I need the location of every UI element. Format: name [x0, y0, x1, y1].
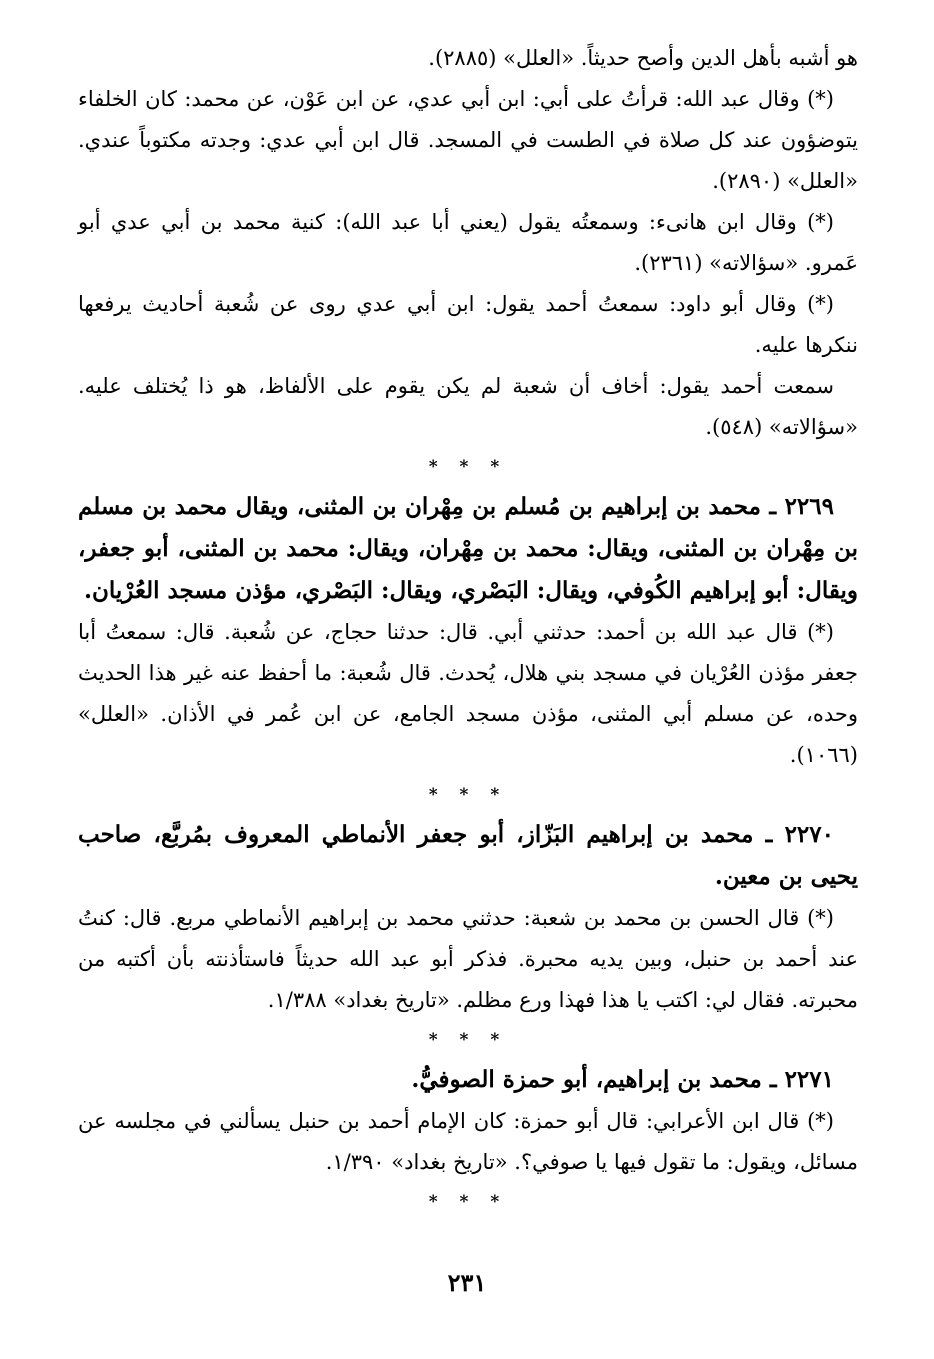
- section-separator: * * *: [428, 1192, 508, 1212]
- paragraph-narration: (*) وقال أبو داود: سمعتُ أحمد يقول: ابن أبي عدي روى عن شُعبة أحاديث يرفعها ننكرها عليه.: [78, 292, 858, 357]
- section-separator: * * *: [428, 785, 508, 805]
- entry-body-2270: (*) قال الحسن بن محمد بن شعبة: حدثني محمد بن إبراهيم الأنماطي مربع. قال: كنتُ عند أحمد بن حنبل، وبين يديه محبرة. فذكر أبو عبد الله حديثاً فاستأذنته بأن أكتبه من محبرته. فقال لي: اكتب يا هذا فهذا ورع مظلم. «تاريخ بغداد» ١/٣٨٨.: [78, 906, 858, 1012]
- entry-body-2271: (*) قال ابن الأعرابي: قال أبو حمزة: كان الإمام أحمد بن حنبل يسألني في مجلسه عن مسائل، ويقول: ما تقول فيها يا صوفي؟. «تاريخ بغداد» ١/٣٩٠.: [78, 1109, 858, 1174]
- paragraph-continuation: هو أشبه بأهل الدين وأصح حديثاً. «العلل» (٢٨٨٥).: [428, 46, 858, 70]
- entry-body-2269: (*) قال عبد الله بن أحمد: حدثني أبي. قال: حدثنا حجاج، عن شُعبة. قال: سمعتُ أبا جعفر مؤذن العُرْيان في مسجد بني هلال، يُحدث. قال شُعبة: ما أحفظ عنه غير هذا الحديث وحده، عن مسلم أبي المثنى، مؤذن مسجد الجامع، عن ابن عُمر في الأذان. «العلل» (١٠٦٦).: [78, 620, 858, 767]
- section-separator: * * *: [428, 1030, 508, 1050]
- entry-heading-2269: ٢٢٦٩ ـ محمد بن إبراهيم بن مُسلم بن مِهْران بن المثنى، ويقال محمد بن مسلم بن مِهْران بن المثنى، ويقال: محمد بن مِهْران، ويقال: محمد بن المثنى، أبو جعفر، ويقال: أبو إبراهيم الكُوفي، ويقال: البَصْري، ويقال: البَصْري، مؤذن مسجد العُرْيان.: [78, 493, 858, 604]
- paragraph-narration: سمعت أحمد يقول: أخاف أن شعبة لم يكن يقوم على الألفاظ، هو ذا يُختلف عليه. «سؤالاته» (٥٤٨).: [78, 374, 858, 439]
- entry-heading-2270: ٢٢٧٠ ـ محمد بن إبراهيم البَزّاز، أبو جعفر الأنماطي المعروف بمُربَّع، صاحب يحيى بن معين.: [78, 821, 858, 890]
- paragraph-narration: (*) وقال ابن هانىء: وسمعتُه يقول (يعني أبا عبد الله): كنية محمد بن أبي عدي أبو عَمرو. «سؤالاته» (٢٣٦١).: [78, 210, 858, 275]
- book-page: [78, 38, 858, 1221]
- page-number: ٢٣١: [447, 1268, 487, 1297]
- section-separator: * * *: [428, 457, 508, 477]
- paragraph-narration: (*) وقال عبد الله: قرأتُ على أبي: ابن أبي عدي، عن ابن عَوْن، عن محمد: كان الخلفاء يتوضؤون عند كل صلاة في الطست في المسجد. قال ابن أبي عدي: وجدته مكتوباً عندي. «العلل» (٢٨٩٠).: [78, 87, 858, 193]
- entry-heading-2271: ٢٢٧١ ـ محمد بن إبراهيم، أبو حمزة الصوفيُّ.: [411, 1066, 834, 1093]
